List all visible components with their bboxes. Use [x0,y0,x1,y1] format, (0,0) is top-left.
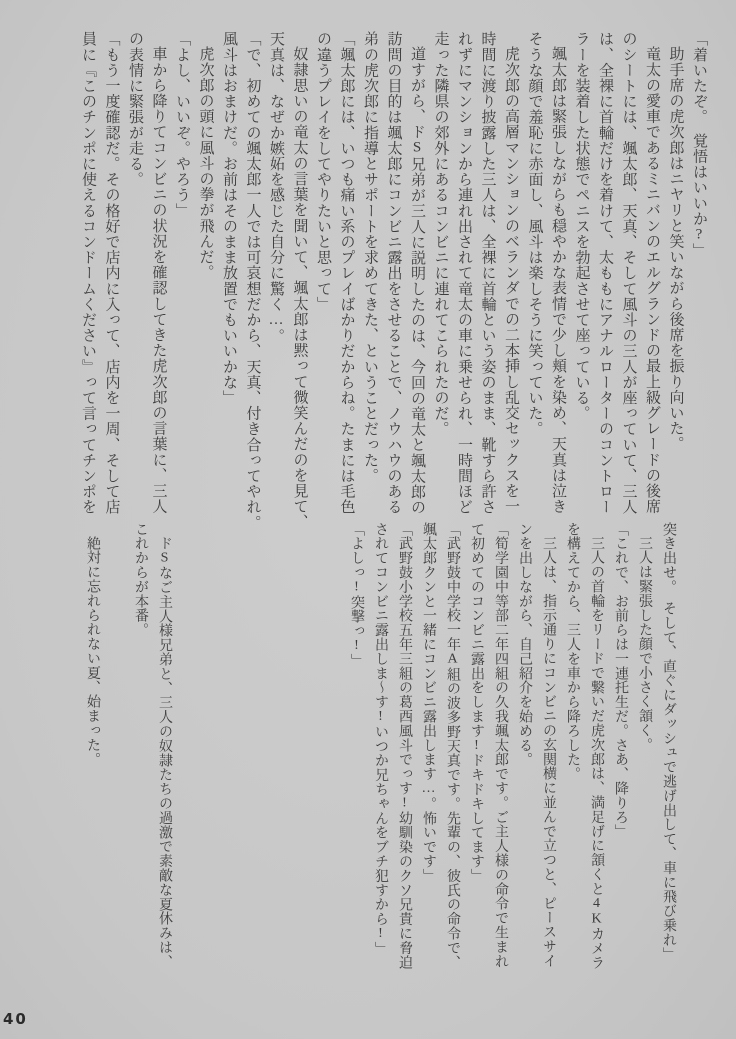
text-line: 虎次郎の頭に風斗の拳が飛んだ。 [197,46,214,280]
text-line: 「武野鼓小学校五年三組の葛西風斗でっす!幼馴染のクソ兄貴に脅迫 [397,522,412,970]
paragraph-gap [104,522,128,974]
text-line: 時間に渡り披露した三人は、全裸に首輪という姿のまま、靴すら許さ [479,31,496,515]
text-line: て初めてのコンビニ露出をします!ドキドキしてます」 [469,522,484,883]
text-line: 三人は、指示通りにコンビニの玄関横に並んで立つと、ピースサイ [541,536,556,968]
text-line: 「よしっ!突撃っ!」 [349,522,364,668]
scene-break-gap [176,522,344,974]
text-line: 助手席の虎次郎はニヤリと笑いながら後席を振り向いた。 [667,46,684,452]
text-line: 絶対に忘れられない夏、始まった。 [85,536,100,767]
text-line: 道すがら、ドS兄弟が三人に説明したのは、今回の竜太と颯太郎の [409,46,425,515]
text-line: 訪問の目的は颯太郎にコンビニ露出をさせることで、ノウハウのある [385,31,402,515]
text-line: 三人の首輪をリードで繋いだ虎次郎は、満足げに頷くと4Kカメラ [589,536,604,970]
text-line: れずにマンションから連れ出されて竜太の車に乗せられ、一時間ほど [456,31,472,515]
text-line: 虎次郎の高層マンションのベランダでの二本挿し乱交セックスを一 [503,46,519,514]
text-line: 「で、初めての颯太郎一人では可哀想だから、天真、付き合ってやれ。 [244,31,261,531]
text-line: 突き出せ。 そして、直ぐにダッシュで逃げ出して、車に飛び乗れ」 [661,522,676,962]
text-line: ドSなご主人様兄弟と、三人の奴隷たちの過激で素敵な夏休みは、 [157,536,172,969]
top-text-block [76,31,711,531]
text-line: ンを出しながら、自己紹介を始める。 [517,522,532,767]
text-line: 員に『このチンポに使えるコンドームください』って言ってチンポを [80,31,96,515]
text-line: 奴隷思いの竜太の言葉を聞いて、颯太郎は黙って微笑んだのを見て、 [291,46,308,530]
text-line: 「これで、お前らは一連托生だ。さあ、降りろ」 [613,522,628,839]
text-line: 車から降りてコンビニの状況を確認してきた虎次郎の言葉に、三人 [150,46,167,514]
text-line: されてコンビニ露出しま〜す!いつか兄ちゃんをブチ犯すから!」 [373,522,388,956]
text-line: そうな顔で羞恥に赤面し、風斗は楽しそうに笑っていた。 [526,31,543,437]
text-line: 天真は、なぜか嫉妬を感じた自分に驚く…。 [268,31,284,344]
text-line: 颯太郎は緊張しながらも穏やかな表情で少し頬を染め、天真は泣き [550,46,566,514]
text-line: 「颯太郎には、いつも痛い系のプレイばかりだからね。たまには毛色 [338,31,355,515]
text-line: を構えてから、三人を車から降ろした。 [565,522,580,782]
text-line: ラーを装着した状態でペニスを勃起させて座っている。 [573,31,590,421]
text-line: 風斗はおまけだ。お前はそのまま放置でもいいかな」 [221,31,237,406]
bottom-text-block [80,522,680,974]
text-line: 三人は緊張した顔で小さく頷く。 [637,536,652,752]
text-line: 「着いたぞ。 覚悟はいいか?」 [691,31,707,259]
text-line: 竜太の愛車であるミニバンのエルグランドの最上級グレードの後席 [644,46,660,514]
text-line: は、全裸に首輪だけを着けて、太ももにアナルローターのコントロー [597,31,613,515]
text-line: の違うプレイをしてやりたいと思って」 [315,31,331,312]
text-line: 「よし、いいぞ。やろう」 [174,31,190,219]
text-line: のシートには、颯太郎、天真、そして風斗の三人が座っていて、三人 [620,31,637,515]
text-line: 颯太郎クンと一緒にコンビニ露出します…。怖いです」 [421,522,436,883]
text-line: の表情に緊張が走る。 [127,31,143,187]
text-line: 「武野鼓中学校一年A組の波多野天真です。先輩の、彼氏の命令で、 [445,522,460,970]
text-line: 「もう一度確認だ。その格好で店内に入って、店内を一周、そして店 [103,31,120,515]
text-line: 「筍学園中等部二年四組の久我颯太郎です。ご主人様の命令で生まれ [493,522,508,969]
text-line: 走った隣県の郊外にあるコンビニに連れてこられたのだ。 [432,31,449,437]
page-number: 40 [3,1010,28,1028]
text-line: 弟の虎次郎に指導とサポートを求めてきた、ということだった。 [362,31,378,484]
text-line: これからが本番。 [133,522,148,638]
